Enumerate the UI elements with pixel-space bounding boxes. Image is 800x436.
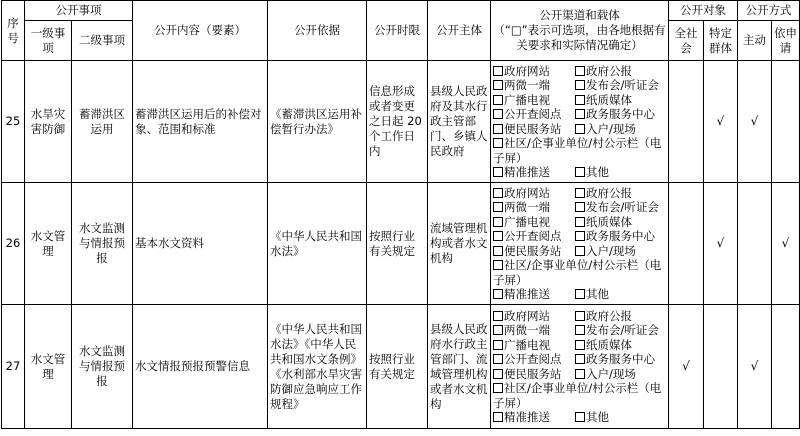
channel-option: 公开查阅点 (504, 107, 562, 121)
checkbox-icon (493, 66, 503, 76)
channel-option: 其他 (586, 165, 609, 179)
channel-option: 精准推送 (504, 165, 550, 179)
row-content: 基本水文资料 (133, 183, 268, 305)
row-time-limit: 按照行业有关规定 (367, 305, 428, 429)
header-level1: 一级事项 (25, 21, 72, 61)
header-channel-note: （“□”表示可选项，由各地根据有关要求和实际情况确定） (493, 23, 666, 52)
checkbox-icon (575, 80, 585, 90)
channel-option: 入户/现场 (586, 243, 636, 258)
row-seq: 25 (2, 61, 25, 183)
checkbox-icon (493, 202, 503, 212)
channel-option: 便民服务站 (504, 243, 562, 258)
checkbox-icon (493, 260, 503, 270)
channel-option: 政府公报 (586, 63, 632, 78)
row-channels (491, 61, 669, 183)
header-time-limit: 公开时限 (367, 1, 428, 61)
checkbox-icon (575, 289, 585, 299)
checkbox-icon (493, 109, 503, 119)
row-level1: 水文管理 (25, 305, 72, 429)
channel-option: 入户/现场 (586, 366, 636, 381)
checkbox-icon (575, 246, 585, 256)
header-method-active: 主动 (738, 21, 772, 61)
checkbox-icon (493, 354, 503, 364)
checkbox-icon (575, 95, 585, 105)
row-subject: 县级人民政府水行政主管部门、流域管理机构或者水文机构 (428, 305, 491, 429)
channel-option: 其他 (586, 410, 609, 424)
checkbox-icon (493, 95, 503, 105)
channel-option: 精准推送 (504, 287, 550, 301)
channel-option: 社区/企事业单位/村公示栏（电子屏） (493, 258, 662, 287)
header-method-request: 依申请 (772, 21, 800, 61)
checkbox-icon (575, 167, 585, 177)
checkbox-icon (493, 325, 503, 335)
checkbox-icon (575, 188, 585, 198)
checkbox-icon (493, 217, 503, 227)
row-basis: 《中华人民共和国水法》《中华人民共和国水文条例》《水利部水旱灾害防御应急响应工作规程》 (268, 305, 367, 429)
header-item-group: 公开事项 (25, 1, 133, 21)
channel-option: 其他 (586, 287, 609, 301)
channel-option: 政府网站 (504, 308, 550, 323)
channel-option: 两微一端 (504, 200, 550, 214)
row-channels (491, 305, 669, 429)
row-level1: 水文管理 (25, 183, 72, 305)
checkbox-icon (493, 412, 503, 422)
header-channel-title: 公开渠道和载体 (539, 8, 620, 22)
channel-option: 便民服务站 (504, 366, 562, 381)
channel-option: 纸质媒体 (586, 92, 632, 107)
row-basis: 《中华人民共和国水法》 (268, 183, 367, 305)
row-level2: 蓄滞洪区运用 (72, 61, 133, 183)
checkbox-icon (575, 109, 585, 119)
channel-option: 政府公报 (586, 185, 632, 200)
checkbox-icon (493, 289, 503, 299)
checkbox-icon (493, 80, 503, 90)
table-row (2, 305, 800, 429)
channel-option: 发布会/听证会 (586, 78, 659, 92)
row-subject: 流域管理机构或者水文机构 (428, 183, 491, 305)
channel-option: 社区/企事业单位/村公示栏（电子屏） (493, 381, 662, 410)
row-method-request (772, 305, 800, 429)
checkbox-icon (575, 231, 585, 241)
checkbox-icon (493, 138, 503, 148)
row-time-limit: 按照行业有关规定 (367, 183, 428, 305)
checkbox-icon (493, 340, 503, 350)
checkbox-icon (575, 217, 585, 227)
row-subject: 县级人民政府及其水行政主管部门、乡镇人民政府 (428, 61, 491, 183)
header-target-group: 公开对象 (669, 1, 738, 21)
checkbox-icon (575, 124, 585, 134)
row-channels (491, 183, 669, 305)
checkbox-icon (575, 66, 585, 76)
row-content: 蓄滞洪区运用后的补偿对象、范围和标准 (133, 61, 268, 183)
row-target-specific (704, 305, 738, 429)
channel-option: 政务服务中心 (586, 352, 655, 366)
channel-option: 广播电视 (504, 337, 550, 352)
row-target-all (669, 61, 704, 183)
row-level2: 水文监测与情报预报 (72, 183, 133, 305)
channel-option: 便民服务站 (504, 121, 562, 136)
checkbox-icon (493, 369, 503, 379)
row-content: 水文情报预报预警信息 (133, 305, 268, 429)
row-method-active: √ (738, 305, 772, 429)
header-method-group: 公开方式 (738, 1, 800, 21)
row-seq: 26 (2, 183, 25, 305)
header-seq: 序号 (2, 1, 25, 61)
checkbox-icon (493, 231, 503, 241)
checkbox-icon (575, 369, 585, 379)
row-method-request: √ (772, 183, 800, 305)
checkbox-icon (575, 311, 585, 321)
checkbox-icon (493, 188, 503, 198)
header-subject: 公开主体 (428, 1, 491, 61)
header-content: 公开内容（要素） (133, 1, 268, 61)
channel-option: 入户/现场 (586, 121, 636, 136)
channel-option: 公开查阅点 (504, 229, 562, 243)
channel-option: 广播电视 (504, 92, 550, 107)
checkbox-icon (493, 383, 503, 393)
row-method-active: √ (738, 61, 772, 183)
channel-option: 发布会/听证会 (586, 200, 659, 214)
header-target-all: 全社会 (669, 21, 704, 61)
row-basis: 《蓄滞洪区运用补偿暂行办法》 (268, 61, 367, 183)
header-basis: 公开依据 (268, 1, 367, 61)
channel-option: 两微一端 (504, 78, 550, 92)
checkbox-icon (493, 246, 503, 256)
row-level2: 水文监测与情报预报 (72, 305, 133, 429)
channel-option: 精准推送 (504, 410, 550, 424)
header-target-specific: 特定群体 (704, 21, 738, 61)
row-method-active (738, 183, 772, 305)
channel-option: 社区/企事业单位/村公示栏（电子屏） (493, 136, 662, 165)
channel-option: 政务服务中心 (586, 229, 655, 243)
channel-option: 政务服务中心 (586, 107, 655, 121)
checkbox-icon (575, 340, 585, 350)
channel-option: 纸质媒体 (586, 214, 632, 229)
row-method-request (772, 61, 800, 183)
row-target-specific: √ (704, 61, 738, 183)
header-level2: 二级事项 (72, 21, 133, 61)
row-level1: 水旱灾害防御 (25, 61, 72, 183)
channel-option: 政府网站 (504, 63, 550, 78)
header-channel (491, 1, 669, 61)
checkbox-icon (493, 311, 503, 321)
channel-option: 两微一端 (504, 323, 550, 337)
row-time-limit: 信息形成或者变更之日起 20 个工作日内 (367, 61, 428, 183)
channel-option: 政府网站 (504, 185, 550, 200)
channel-option: 纸质媒体 (586, 337, 632, 352)
table-row (2, 61, 800, 183)
disclosure-table (1, 0, 800, 429)
channel-option: 政府公报 (586, 308, 632, 323)
table-row (2, 183, 800, 305)
row-target-all: √ (669, 305, 704, 429)
checkbox-icon (575, 354, 585, 364)
channel-option: 广播电视 (504, 214, 550, 229)
checkbox-icon (493, 167, 503, 177)
checkbox-icon (575, 202, 585, 212)
row-target-all (669, 183, 704, 305)
channel-option: 公开查阅点 (504, 352, 562, 366)
checkbox-icon (575, 412, 585, 422)
checkbox-icon (493, 124, 503, 134)
row-seq: 27 (2, 305, 25, 429)
checkbox-icon (575, 325, 585, 335)
row-target-specific: √ (704, 183, 738, 305)
channel-option: 发布会/听证会 (586, 323, 659, 337)
